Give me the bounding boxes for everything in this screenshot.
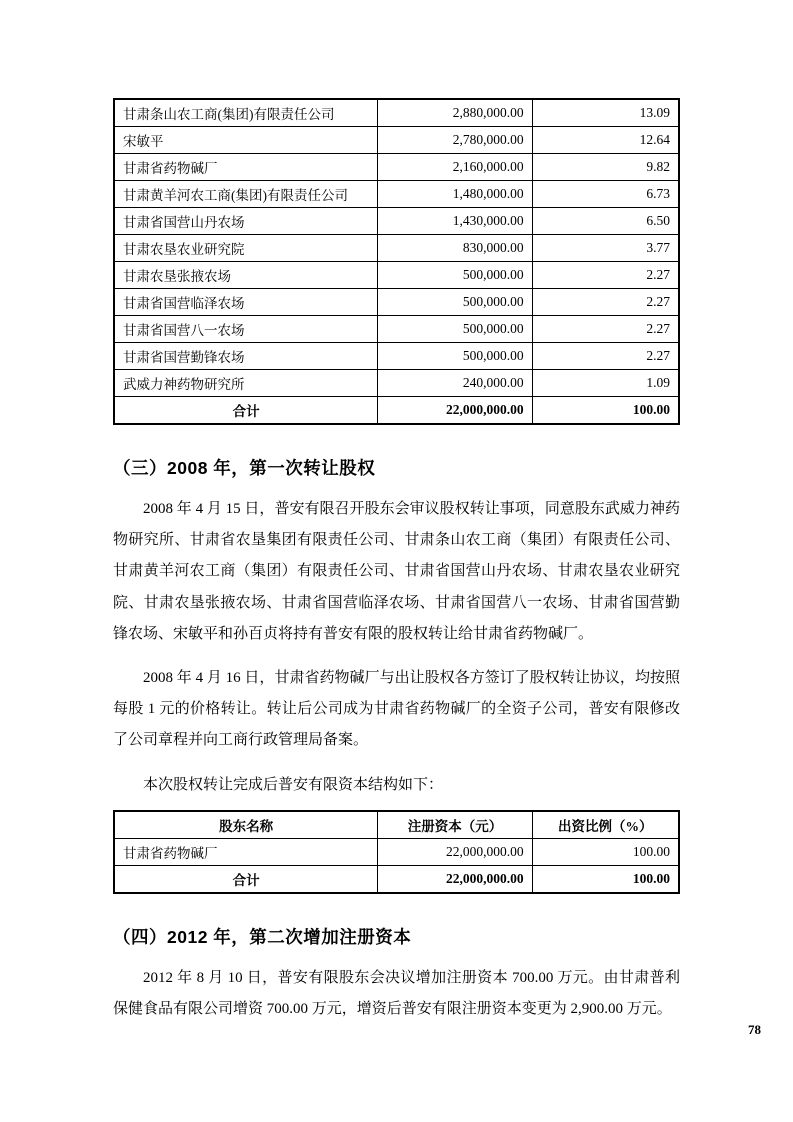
- ownership-ratio: 1.09: [532, 370, 679, 397]
- ownership-ratio: 2.27: [532, 262, 679, 289]
- shareholder-name: 甘肃农垦农业研究院: [114, 235, 378, 262]
- ownership-ratio: 6.50: [532, 208, 679, 235]
- table-row: [114, 316, 679, 343]
- registered-capital: 500,000.00: [378, 316, 532, 343]
- table-row: [114, 370, 679, 397]
- shareholder-name: 甘肃农垦张掖农场: [114, 262, 378, 289]
- shareholder-name: 甘肃省药物碱厂: [114, 154, 378, 181]
- table-row: [114, 154, 679, 181]
- section-heading-3: （三）2008 年，第一次转让股权: [113, 458, 376, 478]
- shareholder-name: 甘肃黄羊河农工商(集团)有限责任公司: [114, 181, 378, 208]
- shareholder-name: 甘肃省国营山丹农场: [114, 208, 378, 235]
- table-row: [114, 289, 679, 316]
- ownership-ratio: 2.27: [532, 343, 679, 370]
- shareholder-name: 甘肃省药物碱厂: [114, 838, 378, 865]
- total-label: 合计: [114, 865, 378, 893]
- shareholder-name: 甘肃省国营八一农场: [114, 316, 378, 343]
- shareholder-name: 武威力神药物研究所: [114, 370, 378, 397]
- shareholder-name: 甘肃条山农工商(集团)有限责任公司: [114, 99, 378, 127]
- registered-capital: 22,000,000.00: [378, 838, 532, 865]
- paragraph: 2012 年 8 月 10 日，普安有限股东会决议增加注册资本 700.00 万元。由甘肃普利保健食品有限公司增资 700.00 万元，增资后普安有限注册资本变更为 2,900.00 万元。: [113, 969, 680, 1017]
- table-row: [114, 99, 679, 127]
- table-row: [114, 208, 679, 235]
- col-header-capital: 注册资本（元）: [378, 811, 532, 839]
- table-row: [114, 235, 679, 262]
- registered-capital: 830,000.00: [378, 235, 532, 262]
- total-capital: 22,000,000.00: [378, 397, 532, 425]
- page-number: 78: [748, 1022, 761, 1037]
- total-label: 合计: [114, 397, 378, 425]
- total-capital: 22,000,000.00: [378, 865, 532, 893]
- ownership-ratio: 6.73: [532, 181, 679, 208]
- ownership-ratio: 12.64: [532, 127, 679, 154]
- registered-capital: 500,000.00: [378, 289, 532, 316]
- registered-capital: 500,000.00: [378, 262, 532, 289]
- ownership-ratio: 9.82: [532, 154, 679, 181]
- registered-capital: 1,480,000.00: [378, 181, 532, 208]
- table-header-row: [114, 811, 679, 839]
- paragraph: 2008 年 4 月 16 日，甘肃省药物碱厂与出让股权各方签订了股权转让协议，均按照每股 1 元的价格转让。转让后公司成为甘肃省药物碱厂的全资子公司，普安有限修改了公司章程并向工商行政管理局备案。: [113, 669, 680, 749]
- ownership-ratio: 100.00: [532, 838, 679, 865]
- ownership-ratio: 13.09: [532, 99, 679, 127]
- shareholder-table-continued: [113, 98, 680, 425]
- paragraph: 本次股权转让完成后普安有限资本结构如下：: [143, 776, 444, 793]
- table-row: [114, 127, 679, 154]
- paragraph: 2008 年 4 月 15 日，普安有限召开股东会审议股权转让事项，同意股东武威力神药物研究所、甘肃省农垦集团有限责任公司、甘肃条山农工商（集团）有限责任公司、甘肃黄羊河农工商（集团）有限责任公司、甘肃省国营山丹农场、甘肃农垦农业研究院、甘肃农垦张掖农场、甘肃省国营临泽农场、甘肃省国营八一农场、甘肃省国营勤锋农场、宋敏平和孙百贞将持有普安有限的股权转让给甘肃省药物碱厂。: [113, 501, 680, 642]
- ownership-ratio: 2.27: [532, 289, 679, 316]
- col-header-shareholder: 股东名称: [114, 811, 378, 839]
- registered-capital: 2,880,000.00: [378, 99, 532, 127]
- table-row: [114, 838, 679, 865]
- ownership-ratio: 2.27: [532, 316, 679, 343]
- shareholder-name: 甘肃省国营临泽农场: [114, 289, 378, 316]
- total-ratio: 100.00: [532, 397, 679, 425]
- table-row: [114, 343, 679, 370]
- col-header-ratio: 出资比例（%）: [532, 811, 679, 839]
- table-total-row: [114, 397, 679, 425]
- shareholder-name: 甘肃省国营勤锋农场: [114, 343, 378, 370]
- total-ratio: 100.00: [532, 865, 679, 893]
- table-total-row: [114, 865, 679, 893]
- capital-structure-table: [113, 810, 680, 894]
- registered-capital: 2,780,000.00: [378, 127, 532, 154]
- ownership-ratio: 3.77: [532, 235, 679, 262]
- registered-capital: 2,160,000.00: [378, 154, 532, 181]
- registered-capital: 500,000.00: [378, 343, 532, 370]
- registered-capital: 1,430,000.00: [378, 208, 532, 235]
- shareholder-name: 宋敏平: [114, 127, 378, 154]
- registered-capital: 240,000.00: [378, 370, 532, 397]
- table-row: [114, 262, 679, 289]
- section-heading-4: （四）2012 年，第二次增加注册资本: [113, 926, 412, 947]
- table-row: [114, 181, 679, 208]
